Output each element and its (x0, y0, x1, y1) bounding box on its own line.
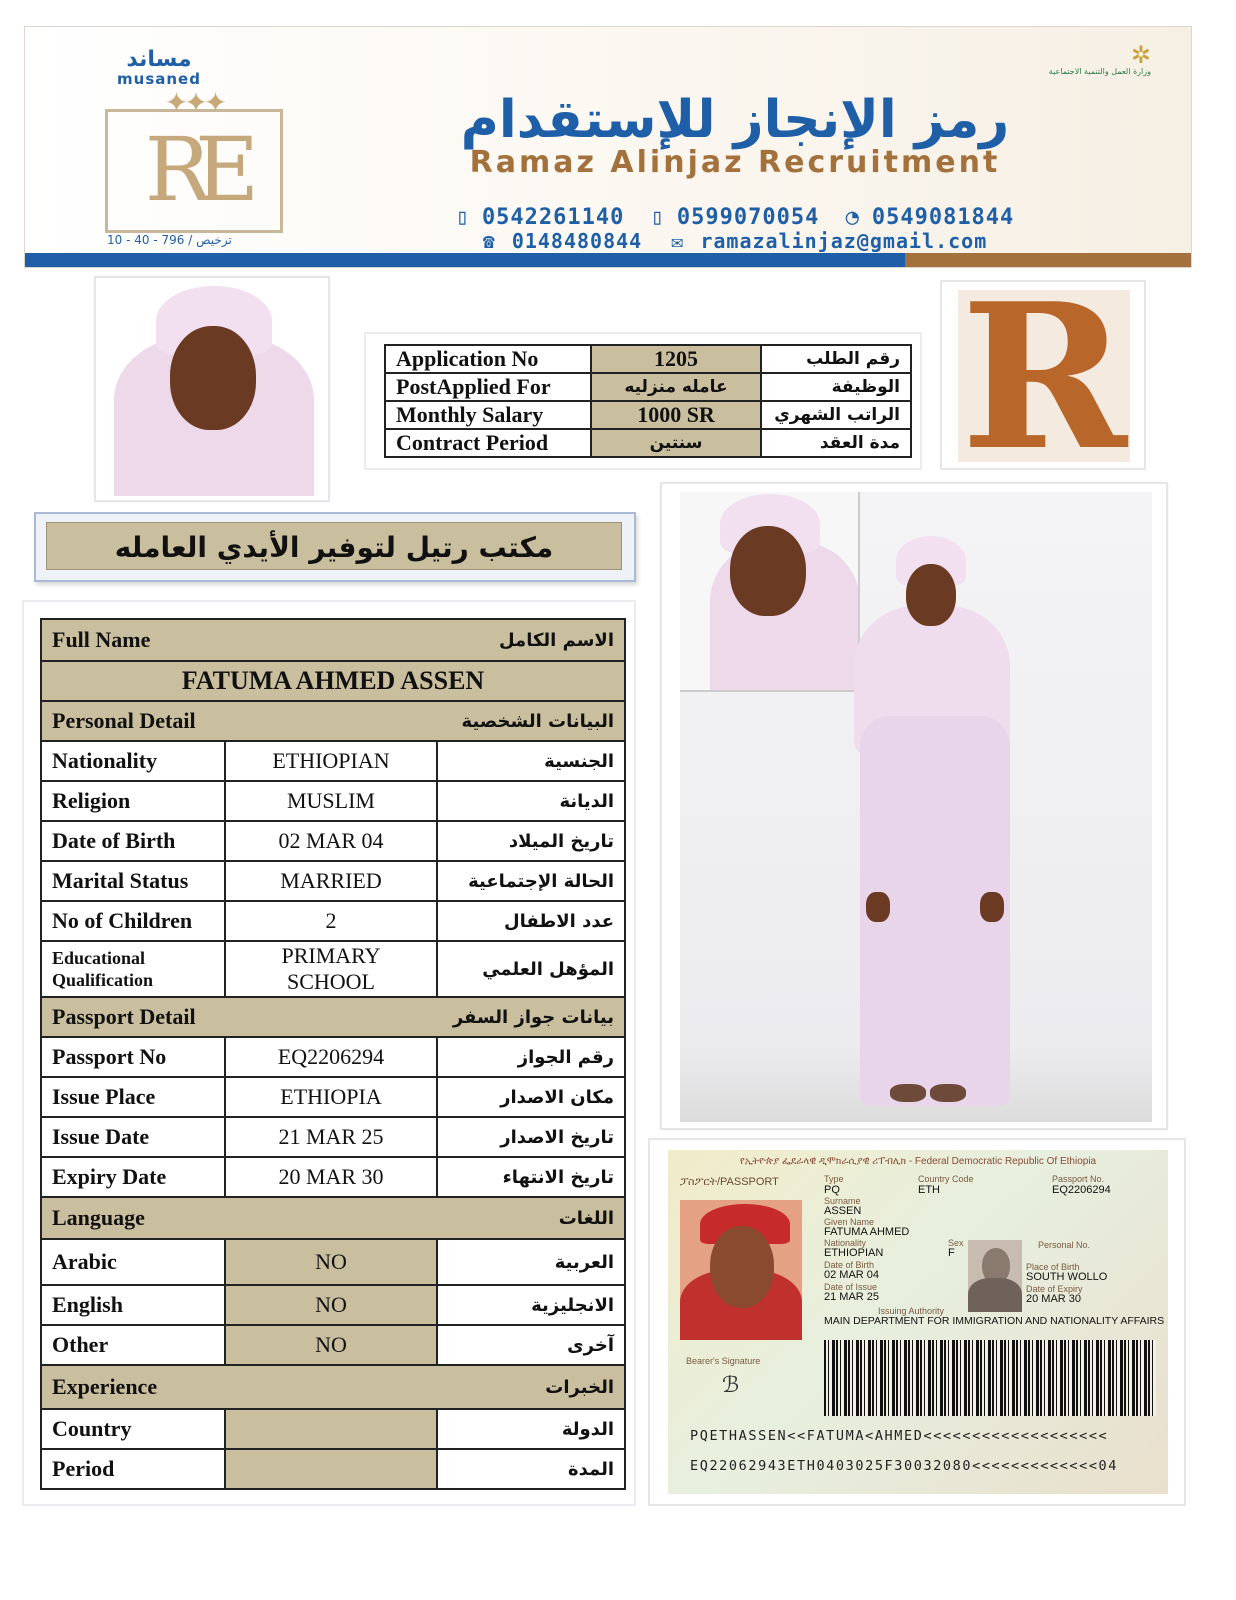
photo-background (680, 492, 1152, 1122)
row-label: Issue Date (41, 1117, 225, 1157)
row-label: Passport No (41, 1037, 225, 1077)
passport-type: PQ (824, 1184, 840, 1196)
re-logo: ✦✦✦ RE (105, 109, 283, 233)
nationality-value: ETHIOPIAN (225, 741, 437, 781)
passport-barcode (824, 1340, 1156, 1416)
passport-photo (680, 1200, 802, 1340)
application-number: 1205 (591, 345, 761, 373)
table-row (385, 401, 911, 429)
table-row (41, 1325, 625, 1365)
passport-place-of-birth: SOUTH WOLLO (1026, 1271, 1108, 1283)
passport-country: ETH (918, 1184, 940, 1196)
passport-nationality: ETHIOPIAN (824, 1247, 884, 1259)
row-label: Nationality (41, 741, 225, 781)
palm-icon: ✲ (1130, 41, 1151, 69)
post-applied: عامله منزليه (591, 373, 761, 401)
language-section: Language اللغات (41, 1197, 625, 1239)
full-body-photo (660, 482, 1168, 1130)
people-icon: ✦✦✦ (164, 88, 224, 119)
english-value: NO (225, 1285, 437, 1325)
table-row (41, 997, 625, 1037)
personal-detail-section: Personal Detail البيانات الشخصية (41, 701, 625, 741)
passport-sex: F (948, 1247, 955, 1259)
mrz-line-1: PQETHASSEN<<FATUMA<AHMED<<<<<<<<<<<<<<<<<<< (690, 1428, 1109, 1444)
mobile-icon: ▯ (650, 205, 665, 230)
arabic-value: NO (225, 1239, 437, 1285)
table-row (41, 1037, 625, 1077)
telephone-icon: ☎ (482, 229, 496, 253)
header-banner (24, 26, 1192, 268)
row-label: Country (41, 1409, 225, 1449)
passport-authority: MAIN DEPARTMENT FOR IMMIGRATION AND NATIONALITY AFFAIRS (824, 1315, 1165, 1327)
passport-number: EQ2206294 (1052, 1184, 1111, 1196)
passport-expiry-date: 20 MAR 30 (1026, 1293, 1082, 1305)
expiry-date-value: 20 MAR 30 (225, 1157, 437, 1197)
table-row (41, 741, 625, 781)
other-language-value: NO (225, 1325, 437, 1365)
table-row (41, 701, 625, 741)
passport-scan: የኢትዮጵያ ፌደራላዊ ዲሞክራሲያዊ ሪፐብሊክ - Federal Democratic Republic Of Ethiopia ፓስፖርት/PASSPORT Type PQ Country Code ETH Passport No. EQ2206294 Surname ASSEN Given Name FATUMA AHMED Nationality ETHIOPIAN Sex F Personal No. Date of Birth 02 MAR 04 Place of Birth SOUTH WOLLO Date of Issue 21 MAR 25 Date of Expiry 20 MAR 30 Issuing Authority MAIN DEPARTMENT FOR IMMIGRATION AND NATIONALITY AFFAIRS Bearer's Signature ℬ PQETHASSEN<<FATUMA<AHMED<<<<<<<<<<<<<<<<<<< EQ22062943ETH0403025F30032080<<<<<<<<<<<<<04 (668, 1150, 1168, 1494)
row-label: Contract Period (385, 429, 591, 457)
row-label: PostApplied For (385, 373, 591, 401)
table-row (41, 1285, 625, 1325)
table-row (41, 1157, 625, 1197)
row-label-arabic: مدة العقد (761, 429, 911, 457)
inset-headshot (680, 492, 860, 692)
table-row (385, 429, 911, 457)
row-label-arabic: رقم الجواز (437, 1037, 625, 1077)
row-label-arabic: الراتب الشهري (761, 401, 911, 429)
email-address: ramazalinjaz@gmail.com (700, 229, 988, 253)
mrz-line-2: EQ22062943ETH0403025F30032080<<<<<<<<<<<<<04 (690, 1458, 1119, 1474)
office-title-box (34, 512, 636, 582)
row-label: English (41, 1285, 225, 1325)
experience-period-value (225, 1449, 437, 1489)
landline: 0148480844 (511, 229, 643, 253)
full-name-value: FATUMA AHMED ASSEN (41, 661, 625, 701)
table-row (385, 345, 911, 373)
table-row (41, 1197, 625, 1239)
education-label: Educational Qualification (41, 941, 225, 997)
table-row (41, 1449, 625, 1489)
education-value: PRIMARY SCHOOL (225, 941, 437, 997)
row-label-arabic: رقم الطلب (761, 345, 911, 373)
banner-blue-stripe (25, 253, 905, 267)
passport-detail-section: Passport Detail بيانات جواز السفر (41, 997, 625, 1037)
row-label-arabic: العربية (437, 1239, 625, 1285)
passport-given-name: FATUMA AHMED (824, 1226, 910, 1238)
table-row (41, 1077, 625, 1117)
passport-issue-date: 21 MAR 25 (824, 1291, 880, 1303)
issue-place-value: ETHIOPIA (225, 1077, 437, 1117)
row-label-arabic: تاريخ الميلاد (437, 821, 625, 861)
passport-number-value: EQ2206294 (225, 1037, 437, 1077)
row-label-arabic: المؤهل العلمي (437, 941, 625, 997)
company-name-arabic: رمز الإنجاز للإستقدام (460, 90, 1010, 150)
marital-status-value: MARRIED (225, 861, 437, 901)
passport-dob: 02 MAR 04 (824, 1269, 880, 1281)
experience-section: Experience الخبرات (41, 1365, 625, 1409)
office-title: مكتب رتيل لتوفير الأيدي العامله (46, 522, 622, 570)
row-label-arabic: عدد الاطفال (437, 901, 625, 941)
table-row (41, 941, 625, 997)
ministry-logo: ✲ وزارة العمل والتنمية الاجتماعية (1031, 43, 1151, 77)
table-row (41, 781, 625, 821)
r-logo: R (940, 280, 1146, 470)
passport-surname: ASSEN (824, 1205, 862, 1217)
row-label: Arabic (41, 1239, 225, 1285)
table-row (41, 1409, 625, 1449)
table-row (41, 1365, 625, 1409)
row-label-arabic: الحالة الإجتماعية (437, 861, 625, 901)
religion-value: MUSLIM (225, 781, 437, 821)
signature-mark: ℬ (722, 1372, 740, 1397)
row-label-arabic: الانجليزية (437, 1285, 625, 1325)
application-table (384, 344, 912, 458)
passport-ghost-photo (968, 1240, 1022, 1312)
row-label-arabic: تاريخ الاصدار (437, 1117, 625, 1157)
details-table (40, 618, 626, 1490)
passport-header: የኢትዮጵያ ፌደራላዊ ዲሞክራሲያዊ ሪፐብሊክ - Federal Democratic Republic Of Ethiopia (739, 1156, 1097, 1167)
row-label: Marital Status (41, 861, 225, 901)
row-label: Application No (385, 345, 591, 373)
monthly-salary: 1000 SR (591, 401, 761, 429)
row-label-arabic: آخرى (437, 1325, 625, 1365)
row-label: Religion (41, 781, 225, 821)
whatsapp-icon: ◔ (845, 205, 860, 230)
row-label-arabic: الدولة (437, 1409, 625, 1449)
row-label: Other (41, 1325, 225, 1365)
phone-2: 0599070054 (676, 205, 820, 230)
table-row (41, 1117, 625, 1157)
person-standing (840, 536, 1020, 1116)
row-label-arabic: تاريخ الانتهاء (437, 1157, 625, 1197)
row-label: Date of Birth (41, 821, 225, 861)
email-icon: ✉ (671, 229, 685, 253)
table-row (41, 1239, 625, 1285)
children-value: 2 (225, 901, 437, 941)
issue-date-value: 21 MAR 25 (225, 1117, 437, 1157)
row-label: Issue Place (41, 1077, 225, 1117)
row-label: Period (41, 1449, 225, 1489)
person-portrait (114, 286, 314, 496)
portrait-photo (94, 276, 330, 502)
contact-line (345, 229, 1125, 253)
license-number: ترخيص / 796 - 40 - 10 (107, 233, 232, 247)
row-label-arabic: الوظيفة (761, 373, 911, 401)
experience-country-value (225, 1409, 437, 1449)
phone-1: 0542261140 (481, 205, 625, 230)
row-label-arabic: مكان الاصدار (437, 1077, 625, 1117)
row-label: Expiry Date (41, 1157, 225, 1197)
table-row (41, 861, 625, 901)
phone-3: 0549081844 (871, 205, 1015, 230)
row-label: No of Children (41, 901, 225, 941)
mobile-icon: ▯ (455, 205, 470, 230)
passport-doc-title: ፓስፖርት/PASSPORT (680, 1176, 779, 1188)
musaned-logo: مساند musaned (117, 47, 201, 88)
table-row (41, 821, 625, 861)
contract-period: سنتين (591, 429, 761, 457)
row-label-arabic: المدة (437, 1449, 625, 1489)
table-row (41, 901, 625, 941)
row-label-arabic: الديانة (437, 781, 625, 821)
banner-brown-stripe (905, 253, 1191, 267)
phone-numbers (355, 205, 1115, 230)
row-label: Monthly Salary (385, 401, 591, 429)
date-of-birth-value: 02 MAR 04 (225, 821, 437, 861)
table-row (41, 619, 625, 661)
table-row (41, 661, 625, 701)
table-row (385, 373, 911, 401)
company-name-english: Ramaz Alinjaz Recruitment (469, 145, 1001, 180)
full-name-header: Full Name الاسم الكامل (41, 619, 625, 661)
row-label-arabic: الجنسية (437, 741, 625, 781)
